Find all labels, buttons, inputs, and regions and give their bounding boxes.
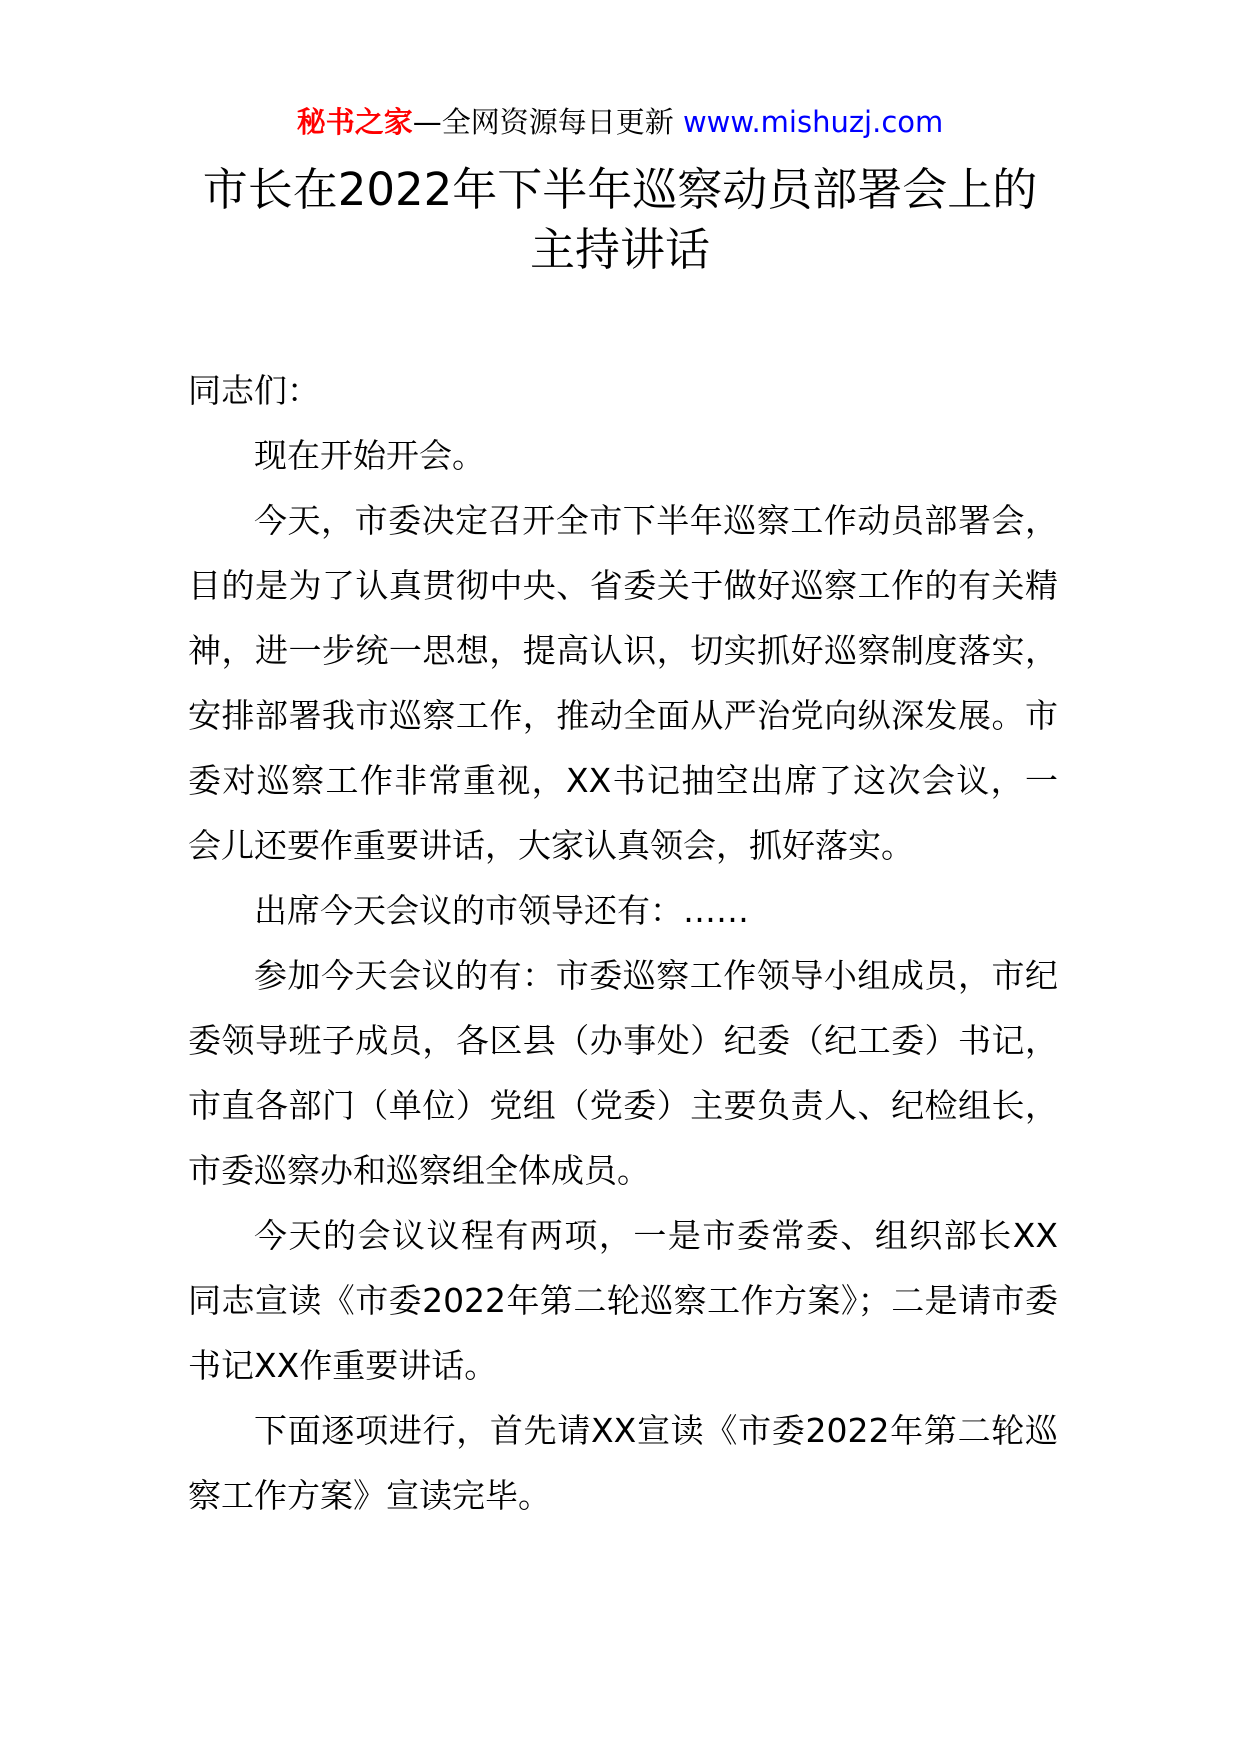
paragraph-2: 今天，市委决定召开全市下半年巡察工作动员部署会，目的是为了认真贯彻中央、省委关于做好巡察工作的有关精神，进一步统一思想，提高认识，切实抓好巡察制度落实，安排部署我市巡察工作，推动全面从严治党向纵深发展。市委对巡察工作非常重视，XX书记抽空出席了这次会议，一会儿还要作重要讲话，大家认真领会，抓好落实。	[188, 501, 1058, 865]
document-body	[188, 358, 1058, 1528]
paragraph-6: 下面逐项进行，首先请XX宣读《市委2022年第二轮巡察工作方案》宣读完毕。	[188, 1411, 1058, 1515]
title-line-2: 主持讲话	[529, 223, 710, 276]
paragraph-3: 出席今天会议的市领导还有：……	[254, 891, 749, 930]
title-line-1: 市长在2022年下半年巡察动员部署会上的	[202, 163, 1038, 216]
paragraph-1: 现在开始开会。	[254, 436, 485, 475]
slogan: —全网资源每日更新	[412, 105, 674, 139]
document-title	[150, 160, 1090, 280]
site-header	[0, 100, 1240, 144]
paragraph-5: 今天的会议议程有两项，一是市委常委、组织部长XX同志宣读《市委2022年第二轮巡察工作方案》；二是请市委书记XX作重要讲话。	[188, 1216, 1058, 1385]
site-url-link[interactable]: www.mishuzj.com	[682, 105, 944, 139]
salutation: 同志们：	[188, 371, 320, 410]
paragraph-4: 参加今天会议的有：市委巡察工作领导小组成员，市纪委领导班子成员，各区县（办事处）纪委（纪工委）书记，市直各部门（单位）党组（党委）主要负责人、纪检组长，市委巡察办和巡察组全体成员。	[188, 956, 1058, 1190]
brand-name: 秘书之家	[296, 105, 413, 139]
